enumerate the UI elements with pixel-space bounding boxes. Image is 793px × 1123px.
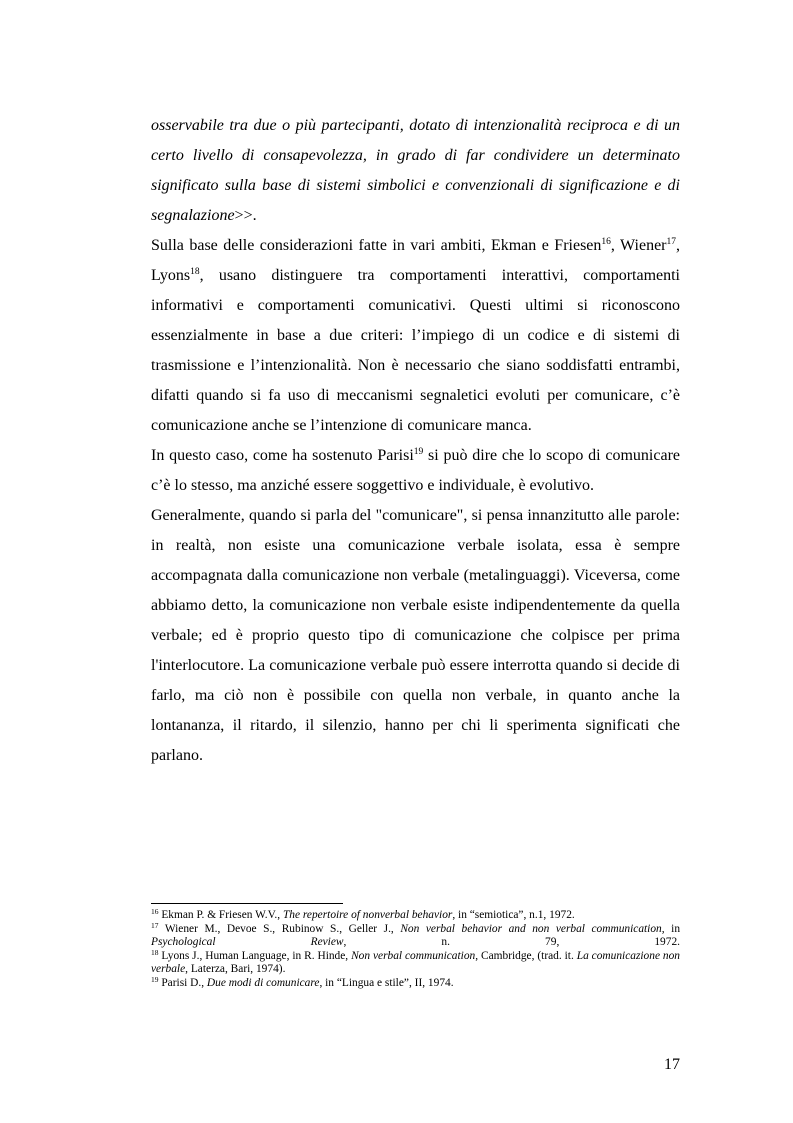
footnote-ref-17[interactable]: 17 bbox=[666, 237, 676, 247]
para1-text-b: , Wiener bbox=[610, 237, 667, 254]
footnote-number: 17 bbox=[151, 920, 159, 930]
footnote-title: La comunicazione non verbale bbox=[151, 949, 681, 976]
quote-text: osservabile tra due o più partecipanti, dotato di intenzionalità reciproca e di un certo livello di consapevolezza, in grado di far condividere un determinato significato sulla base di sistemi simbolici e convenzionali di significazione e di segnalazione bbox=[151, 117, 680, 224]
footnote-number: 18 bbox=[151, 947, 159, 957]
para2-text-b: si può dire che lo scopo di comunicare c’è lo stesso, ma anziché essere soggettivo e individuale, è evolutivo. bbox=[151, 447, 681, 494]
footnote-text: Wiener M., Devoe S., Rubinow S., Geller J., bbox=[158, 922, 401, 935]
page-number: 17 bbox=[664, 1056, 680, 1073]
quote-paragraph bbox=[151, 111, 680, 231]
footnote-text: , in “Lingua e stile”, II, 1974. bbox=[319, 976, 454, 989]
para1-text-d: , usano distinguere tra comportamenti interattivi, comportamenti informativi e comportamenti comunicativi. Questi ultimi si riconoscono essenzialmente in base a due criteri: l’impiego di un codice e di sistemi di trasmissione e l’intenzionalità. Non è necessario che siano soddisfatti entrambi, difatti quando si fa uso di meccanismi segnaletici evoluti per comunicare, c’è comunicazione anche se l’intenzione di comunicare manca. bbox=[151, 267, 680, 434]
footnote-text: , n. 79, 1972. bbox=[343, 936, 680, 949]
footnote-17 bbox=[151, 920, 681, 950]
para2-text-a: In questo caso, come ha sostenuto Parisi bbox=[151, 447, 414, 464]
paragraph-comportamenti bbox=[151, 231, 680, 441]
footnote-title: Non verbal communication bbox=[351, 949, 476, 962]
footnote-19 bbox=[151, 974, 680, 991]
footnote-number: 19 bbox=[151, 974, 159, 984]
footnote-text: in bbox=[664, 922, 681, 935]
para1-text-c: , Lyons bbox=[151, 237, 680, 284]
footnotes bbox=[151, 909, 680, 991]
footnote-number: 16 bbox=[151, 907, 159, 916]
paragraph-parisi bbox=[151, 441, 680, 501]
para1-text-a: Sulla base delle considerazioni fatte in vari ambiti, Ekman e Friesen bbox=[151, 237, 602, 254]
footnote-18 bbox=[151, 947, 681, 977]
quote-close: >>. bbox=[234, 207, 257, 224]
footnote-ref-16[interactable]: 16 bbox=[601, 237, 611, 247]
footnote-separator bbox=[151, 903, 343, 904]
footnote-ref-19[interactable]: 19 bbox=[413, 447, 424, 457]
footnote-text: , Cambridge, (trad. it. bbox=[475, 949, 577, 962]
footnote-16 bbox=[151, 909, 680, 923]
footnote-title: Non verbal behavior and non verbal communication, bbox=[400, 922, 665, 935]
footnote-text: , Laterza, Bari, 1974). bbox=[185, 963, 286, 976]
footnote-ref-18[interactable]: 18 bbox=[190, 267, 200, 277]
footnote-text: Ekman P. & Friesen W.V., bbox=[158, 909, 283, 921]
footnote-text: , in “semiotica”, n.1, 1972. bbox=[452, 909, 575, 921]
footnote-text: Lyons J., Human Language, in R. Hinde, bbox=[158, 949, 352, 962]
main-text bbox=[151, 111, 680, 771]
paragraph-comunicare: Generalmente, quando si parla del "comunicare", si pensa innanzitutto alle parole: in realtà, non esiste una comunicazione verbale isolata, essa è sempre accompagnata dalla comunicazione non verbale (metalinguaggi). Viceversa, come abbiamo detto, la comunicazione non verbale esiste indipendentemente da quella verbale; ed è proprio questo tipo di comunicazione che colpisce per prima l'interlocutore. La comunicazione verbale può essere interrotta quando si decide di farlo, ma ciò non è possibile con quella non verbale, in quanto anche la lontananza, il ritardo, il silenzio, hanno per chi li sperimenta significati che parlano. bbox=[151, 507, 680, 764]
footnote-title: The repertoire of nonverbal behavior bbox=[282, 909, 453, 921]
footnote-title: Due modi di comunicare bbox=[206, 976, 320, 989]
footnote-text: Parisi D., bbox=[158, 976, 207, 989]
footnote-journal: Psychological Review bbox=[151, 936, 344, 949]
